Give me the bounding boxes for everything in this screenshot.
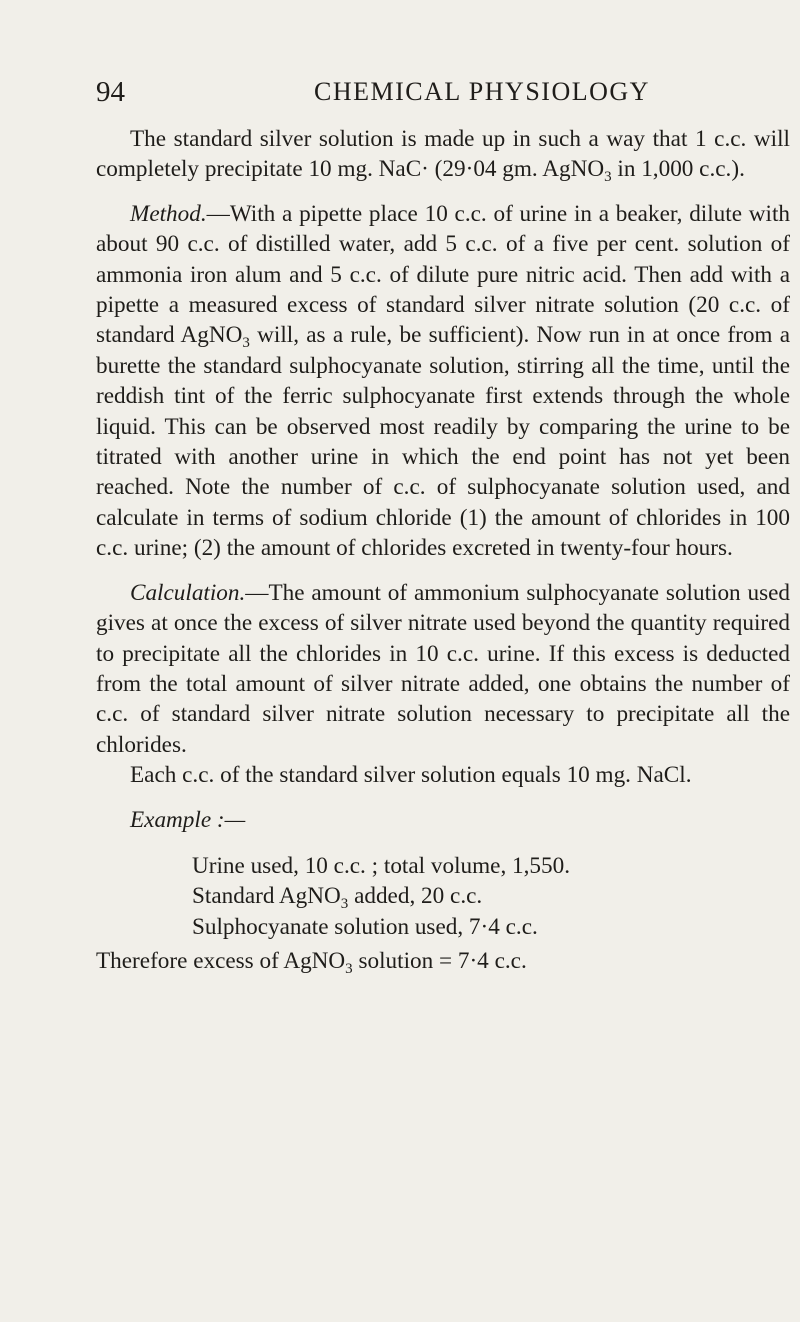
intro-paragraph bbox=[96, 124, 790, 185]
example-line-standard bbox=[192, 881, 790, 911]
example-line-sulphocyanate: Sulphocyanate solution used, 7·4 c.c. bbox=[192, 913, 538, 940]
method-text-2: will, as a rule, be sufficient). Now run in at once from a burette the standard sulphocyanate solution, stirring all the time, until the reddish tint of the ferric sulphocyanate first extends through the whole liquid. This can be observed most readily by comparing the urine to be titrated with another urine in which the end point has not yet been reached. Note the number of c.c. of sulphocyanate solution used, and calculate in terms of sodium chloride (1) the amount of chlorides in 100 c.c. urine; (2) the amount of chlorides excreted in twenty-four hours. bbox=[96, 322, 790, 562]
example-line-standard-sub: 3 bbox=[340, 896, 349, 913]
example-label: Example bbox=[130, 806, 212, 833]
example-heading bbox=[96, 805, 790, 835]
each-cc-paragraph bbox=[96, 760, 790, 790]
therefore-line bbox=[96, 946, 790, 976]
method-text-1: —With a pipette place 10 c.c. of urine in a beaker, dilute with about 90 c.c. of distilled water, add 5 c.c. of a five per cent. solution of ammonia iron alum and 5 c.c. of dilute pure nitric acid. Then add with a pipette a measured excess of standard silver nitrate solution (20 c.c. of standard AgNO bbox=[96, 200, 790, 349]
example-line-urine: Urine used, 10 c.c. ; total volume, 1,550. bbox=[192, 852, 571, 879]
intro-text-1: The standard silver solution is made up in such a way that 1 c.c. will completely precipitate 10 mg. NaC· (29·04 gm. AgNO bbox=[96, 126, 790, 183]
calculation-label: Calculation. bbox=[130, 579, 246, 606]
method-paragraph bbox=[96, 199, 790, 564]
example-line-standard-b: added, 20 c.c. bbox=[348, 883, 483, 910]
page-number: 94 bbox=[96, 76, 125, 108]
therefore-a: Therefore excess of AgNO bbox=[96, 948, 346, 975]
intro-subscript: 3 bbox=[604, 169, 612, 186]
example-lines bbox=[192, 851, 790, 942]
intro-text-2: in 1,000 c.c.). bbox=[611, 156, 745, 183]
calculation-paragraph bbox=[96, 578, 790, 760]
method-subscript: 3 bbox=[242, 335, 250, 352]
example-line-standard-a: Standard AgNO bbox=[192, 883, 341, 910]
running-title: CHEMICAL PHYSIOLOGY bbox=[314, 77, 650, 106]
therefore-b: solution = 7·4 c.c. bbox=[352, 948, 527, 975]
each-cc-text: Each c.c. of the standard silver solution equals 10 mg. NaCl. bbox=[130, 762, 692, 789]
body-text bbox=[96, 124, 790, 977]
method-label: Method. bbox=[130, 200, 207, 227]
example-suffix: :— bbox=[211, 806, 246, 833]
running-head bbox=[96, 74, 736, 110]
therefore-sub: 3 bbox=[345, 961, 353, 978]
calculation-text: —The amount of ammonium sulphocyanate solution used gives at once the excess of silver nitrate used beyond the quantity required to precipitate all the chlorides in 10 c.c. urine. If this excess is deducted from the total amount of silver nitrate added, one obtains the number of c.c. of standard silver nitrate solution necessary to precipitate all the chlorides. bbox=[96, 579, 790, 758]
